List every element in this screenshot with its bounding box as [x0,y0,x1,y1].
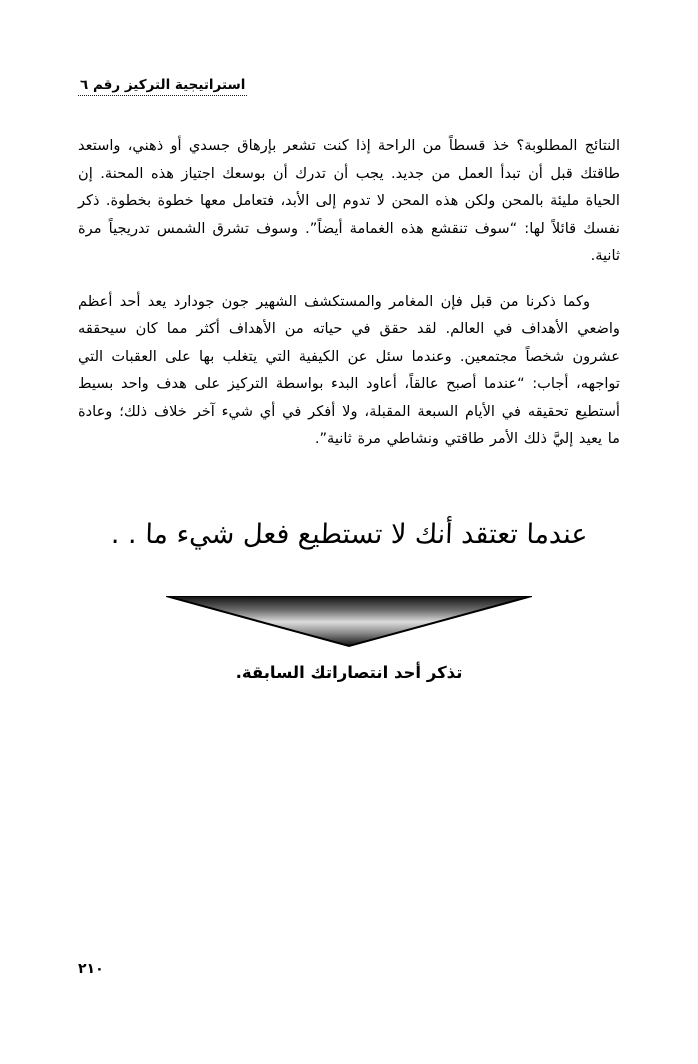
caption-text: تذكر أحد انتصاراتك السابقة. [235,663,463,682]
triangle-ornament [0,596,698,652]
pullquote-text: عندما تعتقد أنك لا تستطيع فعل شيء ما . . [110,519,588,550]
downward-triangle-icon [166,596,532,648]
paragraph-1: النتائج المطلوبة؟ خذ قسطاً من الراحة إذا كنت تشعر بإرهاق جسدي أو ذهني، واستعد طاقتك قبل أن تبدأ العمل من جديد. يجب أن تدرك أن بوسعك اجتياز هذه المحنة. إن الحياة مليئة بالمحن ولكن هذه المحن لا تدوم إلى الأبد، فتعامل معها خطوة بخطوة. ذكر نفسك قائلاً لها: “سوف تنقشع هذه الغمامة أيضاً”. وسوف تشرق الشمس تدريجياً مرة ثانية. [78,137,620,264]
folio [78,958,620,977]
page-number: ٢١٠ [78,961,104,977]
pullquote [78,518,620,552]
ornament-caption [78,662,620,683]
paragraph-2: وكما ذكرنا من قبل فإن المغامر والمستكشف الشهير جون جودارد يعد أحد أعظم واضعي الأهداف في العالم. لقد حقق في حياته من الأهداف أكثر مما كان سيحققه عشرون شخصاً مجتمعين. وعندما سئل عن الكيفية التي يتغلب بها على العقبات التي تواجهه، أجاب: “عندما أصبح عالقاً، أعاود البدء بواسطة التركيز على هدف واحد بسيط أستطيع تحقيقه في الأيام السبعة المقبلة، ولا أفكر في أي شيء آخر خلاف ذلك؛ وعادة ما يعيد إليَّ ذلك الأمر طاقتي ونشاطي مرة ثانية”. [78,292,620,447]
body-text-block [78,132,620,471]
running-head [78,74,620,96]
running-head-text: استراتيجية التركيز رقم ٦ [78,78,247,96]
